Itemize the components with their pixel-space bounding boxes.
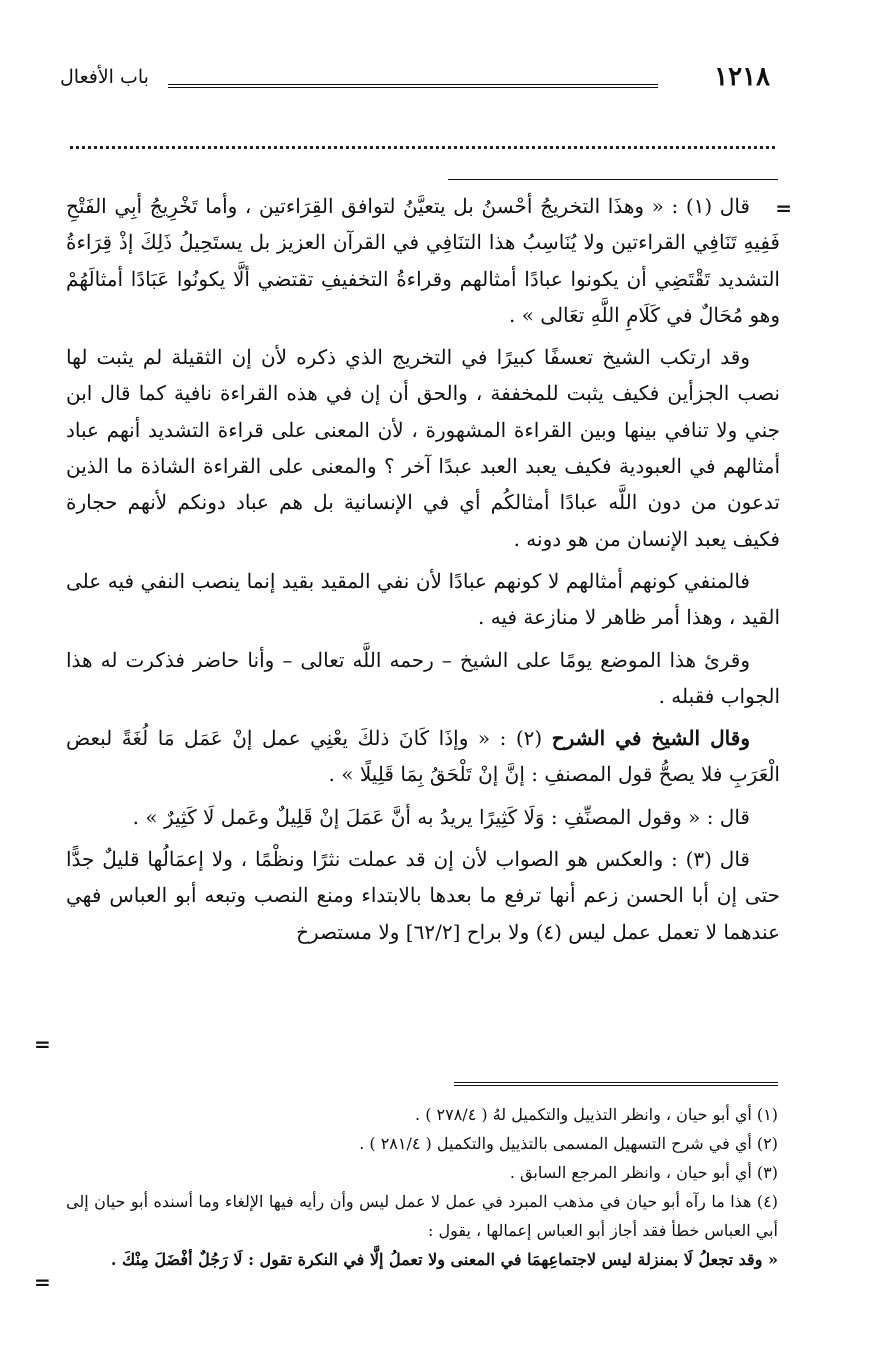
paragraph-5-heading: وقال الشيخ في الشرح xyxy=(551,726,750,751)
chapter-title: باب الأفعال xyxy=(60,66,149,88)
page-header xyxy=(60,62,770,102)
footnote-3: (٣) أي أبو حيان ، وانظر المرجع السابق . xyxy=(509,1163,778,1182)
footnotes xyxy=(66,1100,778,1274)
paragraph-7: قال (٣) : والعكس هو الصواب لأن إن قد عملت نثرًا ونظْمًا ، ولا إعمَالُها قليلٌ جدًّا حتى إن أبا الحسن زعم أنها ترفع ما بعدها بالابتداء ومنع النصب وتبعه أبو العباس فهي عندهما لا تعمل عمل ليس (٤) ولا براح [٦٢/٢] ولا مستصرخ xyxy=(66,847,780,944)
paragraph-2: وقد ارتكب الشيخ تعسفًا كبيرًا في التخريج الذي ذكره لأن إن الثقيلة لم يثبت لها نصب الجزأين فكيف يثبت للمخففة ، والحق أن إن في هذه القراءة نافية كما قال ابن جني ولا تنافي بينها وبين القراءة المشهورة ، لأن المعنى على قراءة التشديد أنهم عباد أمثالهم في العبودية فكيف يعبد العبد عبدًا آخر ؟ والمعنى على القراءة الشاذة ما الذين تدعون من دون اللَّه عبادًا أمثالكُم أي في الإنسانية بل هم عباد دونكم لأنهم حجارة فكيف يعبد الإنسان من هو دونه . xyxy=(66,345,780,551)
paragraph-5 xyxy=(66,720,780,793)
footnote-quote: « وقد تجعلُ لَا بمنزلة ليس لاجتماعِهمَا في المعنى ولا تعملُ إلَّا في النكرة تقول : لَا رَجُلٌ أفْضَلَ مِنْكَ . xyxy=(110,1250,778,1269)
paragraph-5-text: (٢) : « وإذَا كَانَ ذلكَ يعْنِي عمل إنْ عَمَل مَا لُغَةً لبعض الْعَرَبِ فلا يصحُّ قول المصنفِ : إنَّ إنْ تَلْحَقُ بِمَا قَلِيلًا » . xyxy=(66,726,780,787)
page-number: ١٢١٨ xyxy=(714,62,770,92)
continuation-mark-bottom: = xyxy=(34,1032,51,1056)
header-rule xyxy=(168,84,658,88)
footnote-4: (٤) هذا ما رآه أبو حيان في مذهب المبرد في عمل لا عمل ليس وأن رأيه فيها الإلغاء وما أسنده أبو حيان إلى أبي العباس خطأ فقد أجاز أبو العباس إعمالها ، يقول : xyxy=(66,1192,778,1240)
footnote-1: (١) أي أبو حيان ، وانظر التذييل والتكميل لهُ ( ٢٧٨/٤ ) . xyxy=(415,1105,778,1124)
paragraph-4: وقرئ هذا الموضع يومًا على الشيخ – رحمه اللَّه تعالى – وأنا حاضر فذكرت له هذا الجواب فقبله . xyxy=(66,647,780,708)
dotted-separator xyxy=(70,146,775,149)
paragraph-1: قال (١) : « وهذَا التخريجُ أحْسنُ بل يتعيَّنُ لتوافق القِرَاءتين ، وأما تَخْرِيجُ أبِي الفَتْحِ فَفِيهِ تَنَافِي القراءتين ولا يُنَاسِبُ هذا التنَافِي في القرآن العزيز بل يستَحِيلُ ذَلِكَ إذْ قِرَاءةُ التشديد تَقْتَضِي أن يكونوا عبادًا أمثالهم وقراءةُ التخفيفِ تقتضي ألَّا يكونُوا عَبَادًا أمثالَهُمْ وهو مُحَالٌ في كَلَامِ اللَّهِ تعَالى » . xyxy=(66,194,780,327)
paragraph-3: فالمنفي كونهم أمثالهم لا كونهم عبادًا لأن نفي المقيد بقيد إنما ينصب النفي فيه على القيد ، وهذا أمر ظاهر لا منازعة فيه . xyxy=(66,568,780,630)
short-separator xyxy=(448,179,778,180)
paragraph-6: قال : « وقول المصنِّفِ : وَلَا كَثِيرًا يريدُ به أنَّ عَمَلَ إنْ قَلِيلٌ وعَمل لَا كَثِيرٌ » . xyxy=(132,804,750,829)
main-text xyxy=(66,188,780,956)
continuation-mark-top: = xyxy=(775,196,792,220)
continuation-mark-footnote: = xyxy=(34,1270,51,1294)
footnote-2: (٢) أي في شرح التسهيل المسمى بالتذييل والتكميل ( ٢٨١/٤ ) . xyxy=(359,1134,778,1153)
footnote-rule xyxy=(454,1082,778,1086)
